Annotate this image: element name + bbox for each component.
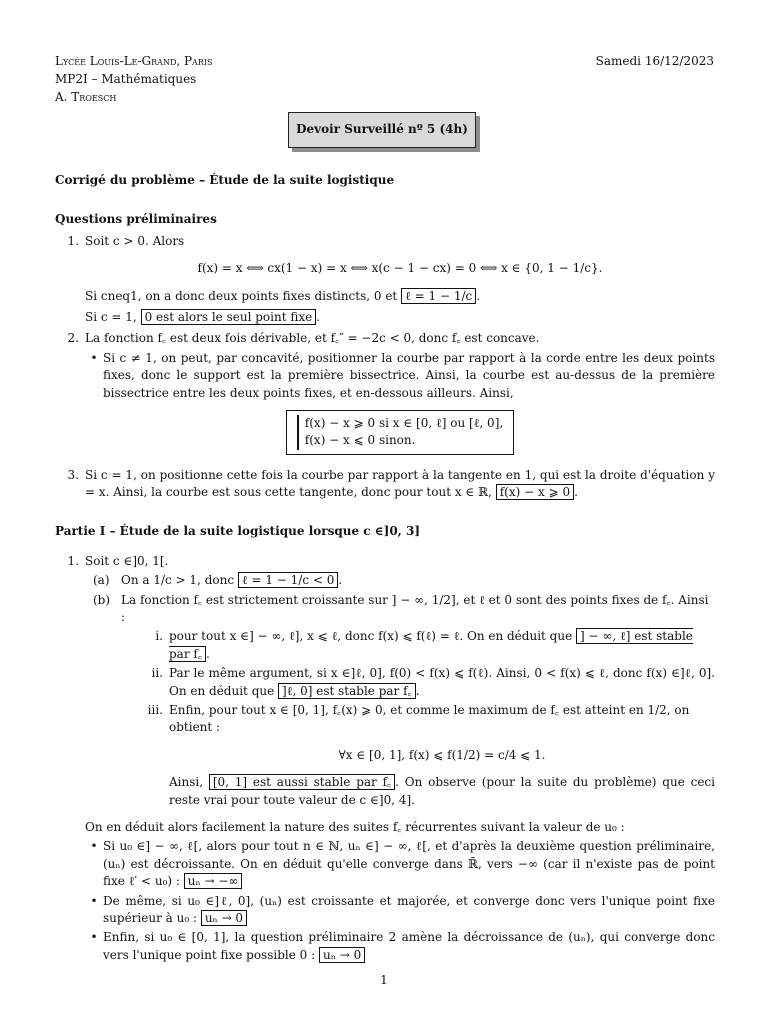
prelim-q2 — [55, 330, 715, 462]
school-name: Lycée Louis-Le-Grand, Paris — [55, 54, 213, 68]
prelim-q3 — [55, 467, 715, 502]
q1-line3-text: Si c = 1, — [85, 309, 137, 324]
q2-text: La fonction f꜀ est deux fois dérivable, et f꜀″ = −2c < 0, donc f꜀ est concave. — [85, 331, 540, 346]
roman-i-post: . — [205, 646, 210, 661]
corrige-title: Corrigé du problème – Étude de la suite logistique — [55, 173, 395, 187]
page-number: 1 — [380, 973, 388, 987]
q2-cases-wrap — [85, 410, 715, 455]
roman-ii-label: ii. — [151, 666, 163, 681]
question-number: 1. — [67, 233, 79, 248]
roman-iii-text: Enfin, pour tout x ∈ [0, 1], f꜀(x) ⩾ 0, et comme le maximum de f꜀ est atteint en 1/2, on obtient : — [169, 702, 690, 735]
bullet-box: uₙ → −∞ — [184, 873, 243, 889]
q2-cases-box — [286, 410, 514, 455]
q2-bullet-text: Si c ≠ 1, on peut, par concavité, positionner la courbe par rapport à la corde entre les deux points fixes, donc le support est la première bissectrice. Ainsi, la courbe est au-dessus de la première bissectrice entre les deux points fixes, et en-dessous ailleurs. Ainsi, — [103, 350, 715, 400]
roman-i-box: ] − ∞, ℓ] est stable par f꜀ — [169, 629, 693, 661]
q1-equation: f(x) = x ⟺ cx(1 − x) = x ⟺ x(c − 1 − cx) = 0 ⟺ x ∈ {0, 1 − 1/c}. — [197, 261, 603, 276]
q2-bullet — [85, 350, 715, 402]
bullet-dot: • — [90, 930, 98, 945]
exam-title: Devoir Surveillé nº 5 (4h) — [288, 112, 476, 148]
question-number: 1. — [67, 553, 79, 568]
roman-iii-line2-post: . On observe (pour la suite du problème) que ceci reste vrai pour toute valeur de c ∈]0, 4]. — [169, 775, 715, 807]
part-a — [85, 572, 715, 589]
question-number: 3. — [67, 467, 79, 482]
partI-q1-text: Soit c ∈]0, 1[. — [85, 553, 169, 568]
bullet-box: uₙ → 0 — [319, 947, 365, 963]
part-b-label: (b) — [93, 592, 111, 607]
part-b-i — [121, 628, 715, 663]
part-b-iii — [121, 702, 715, 809]
q3-result-box: f(x) − x ⩾ 0 — [496, 484, 574, 500]
teacher-name: A. Troesch — [55, 90, 117, 104]
conclusion-bullet — [85, 893, 715, 928]
roman-i-label: i. — [155, 629, 163, 644]
part-a-label: (a) — [93, 573, 110, 588]
q1-line3-post: . — [316, 309, 321, 324]
q3-post: . — [574, 485, 578, 500]
roman-ii-text: Par le même argument, si x ∈]ℓ, 0], f(0) < f(x) ⩽ f(ℓ). Ainsi, 0 < f(x) ⩽ ℓ, donc f(x) ∈]ℓ, 0]. On en déduit que — [169, 666, 715, 698]
roman-iii-line2-text: Ainsi, — [169, 775, 204, 790]
roman-iii-box: [0, 1] est aussi stable par f꜀ — [209, 774, 395, 790]
prelim-heading: Questions préliminaires — [55, 212, 217, 227]
q2-cases — [297, 415, 503, 450]
roman-iii-equation: ∀x ∈ [0, 1], f(x) ⩽ f(1/2) = c/4 ⩽ 1. — [338, 747, 546, 762]
part-a-text: On a 1/c > 1, donc — [121, 573, 235, 588]
bullet-text: De même, si u₀ ∈]ℓ, 0], (uₙ) est croissante et majorée, et converge donc vers l'unique point fixe supérieur à u₀ : — [103, 893, 715, 925]
q3-text: Si c = 1, on positionne cette fois la courbe par rapport à la tangente en 1, qui est la droite d'équation y = x. Ainsi, la courbe est sous cette tangente, donc pour tout x ∈ ℝ, — [85, 467, 715, 500]
bullet-text: Si u₀ ∈] − ∞, ℓ[, alors pour tout n ∈ ℕ, uₙ ∈] − ∞, ℓ[, et d'après la deuxième question préliminaire, (uₙ) est décroissante. On en déduit qu'elle converge dans ℝ̄, vers −∞ (car il n'existe pas de point fixe ℓ′ < u₀) : — [103, 839, 715, 889]
case-1: f(x) − x ⩾ 0 si x ∈ [0, ℓ] ou [ℓ, 0], — [304, 415, 504, 430]
exam-date: Samedi 16/12/2023 — [595, 54, 714, 68]
conclusion-bullet — [85, 929, 715, 964]
q1-line3 — [85, 309, 715, 326]
roman-iii-label: iii. — [147, 702, 163, 717]
part-a-post: . — [338, 573, 343, 588]
q1-text: Soit c > 0. Alors — [85, 233, 185, 248]
roman-iii-line2 — [169, 774, 715, 809]
q1-result-box-2: 0 est alors le seul point fixe — [141, 309, 317, 325]
part-b-ii — [121, 665, 715, 700]
part-a-box: ℓ = 1 − 1/c < 0 — [238, 572, 338, 588]
roman-i-text: pour tout x ∈] − ∞, ℓ], x ⩽ ℓ, donc f(x) ⩽ f(ℓ) = ℓ. On en déduit que — [169, 629, 573, 644]
q1-line2 — [85, 288, 715, 305]
partI-heading: Partie I – Étude de la suite logistique lorsque c ∈]0, 3] — [55, 524, 421, 539]
bullet-dot: • — [90, 839, 98, 854]
bullet-dot: • — [90, 893, 98, 908]
conclusion-text: On en déduit alors facilement la nature des suites f꜀ récurrentes suivant la valeur de u₀ : — [85, 819, 625, 834]
part-b-text: La fonction f꜀ est strictement croissante sur ] − ∞, 1/2], et ℓ et 0 sont des points fixes de f꜀. Ainsi : — [121, 592, 709, 625]
prelim-q1 — [55, 233, 715, 327]
header-left — [55, 52, 213, 106]
q1-line2-text: Si cneq1, on a donc deux points fixes distincts, 0 et — [85, 288, 398, 303]
part-b — [85, 592, 715, 809]
q1-result-box: ℓ = 1 − 1/c — [401, 288, 476, 304]
case-2: f(x) − x ⩽ 0 sinon. — [304, 433, 416, 448]
roman-ii-post: . — [415, 683, 420, 698]
roman-ii-box: ]ℓ, 0] est stable par f꜀ — [278, 683, 416, 699]
bullet-text: Enfin, si u₀ ∈ [0, 1], la question préliminaire 2 amène la décroissance de (uₙ), qui converge donc vers l'unique point fixe possible 0 : — [103, 930, 715, 962]
course-name: MP2I – Mathématiques — [55, 72, 197, 86]
partI-q1 — [55, 553, 715, 964]
document-body — [55, 172, 715, 964]
bullet-dot: • — [90, 350, 98, 365]
bullet-box: uₙ → 0 — [201, 910, 247, 926]
conclusion-bullet — [85, 838, 715, 890]
question-number: 2. — [67, 331, 79, 346]
q1-line2-post: . — [476, 288, 481, 303]
